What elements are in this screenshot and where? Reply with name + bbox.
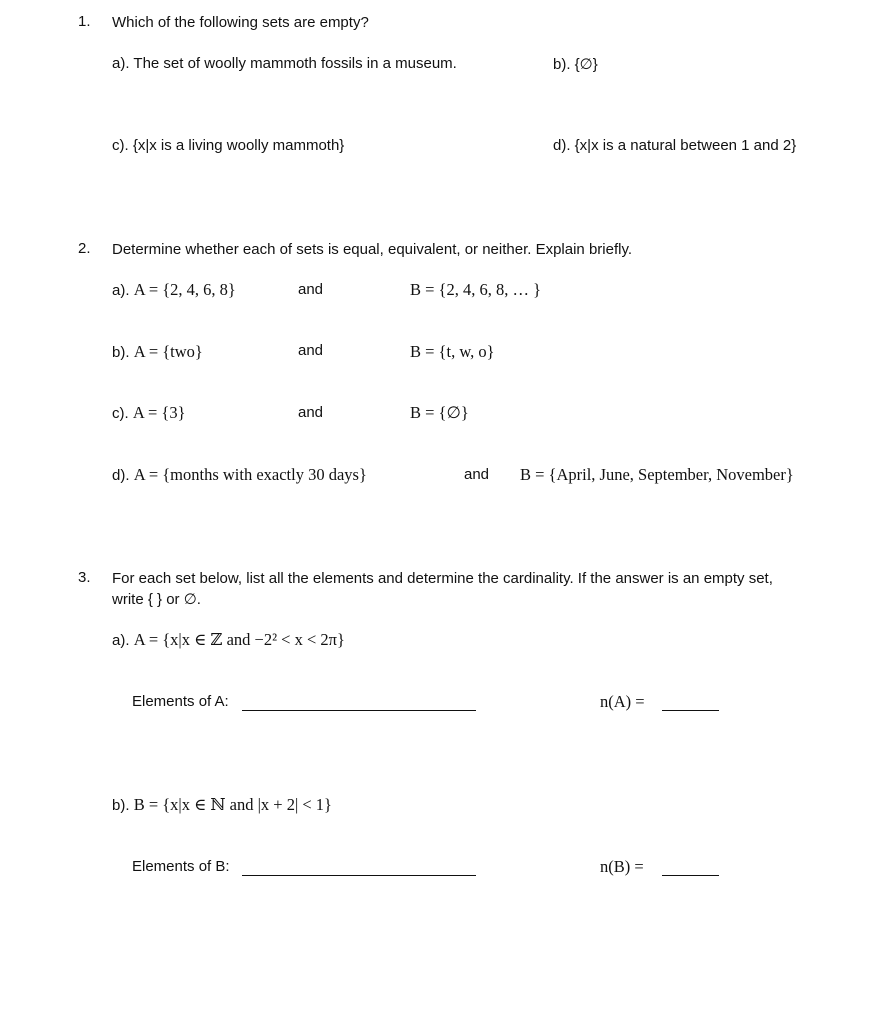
question-2c	[112, 403, 186, 423]
question-2c-and: and	[298, 404, 324, 421]
question-1-number: 1.	[78, 13, 91, 30]
question-2d-label: d).	[112, 467, 134, 484]
question-2a	[112, 280, 236, 300]
question-2a-set-b: B = {2, 4, 6, 8, … }	[410, 280, 542, 299]
question-2d-set-b: B = {April, June, September, November}	[520, 465, 794, 484]
question-1-option-b: b). {∅}	[553, 56, 598, 73]
question-2a-and: and	[298, 281, 324, 298]
question-2b-label: b).	[112, 344, 134, 361]
question-2b	[112, 342, 203, 362]
question-3b-label: b).	[112, 797, 134, 814]
question-1-option-c: c). {x|x is a living woolly mammoth}	[112, 137, 345, 154]
question-3a-cardinality-label: n(A) =	[600, 692, 645, 711]
question-1-option-a: a). The set of woolly mammoth fossils in a museum.	[112, 55, 457, 72]
question-2d-set-a: A = {months with exactly 30 days}	[133, 465, 367, 484]
question-2c-set-b: B = {∅}	[410, 403, 469, 422]
question-3b-set: B = {x|x ∈ ℕ and |x + 2| < 1}	[133, 795, 332, 814]
question-3b-cardinality-answer-line[interactable]	[662, 875, 719, 876]
question-3b-cardinality-label: n(B) =	[600, 857, 644, 876]
question-2b-and: and	[298, 342, 324, 359]
question-2-prompt: Determine whether each of sets is equal, equivalent, or neither. Explain briefly.	[112, 241, 633, 258]
question-2c-set-a: A = {3}	[132, 403, 186, 422]
question-2c-label: c).	[112, 405, 133, 422]
question-1-option-d: d). {x|x is a natural between 1 and 2}	[553, 137, 797, 154]
question-3b-elements-answer-line[interactable]	[242, 875, 476, 876]
question-3-number: 3.	[78, 569, 91, 586]
question-3-prompt-line-1: For each set below, list all the elements and determine the cardinality. If the answer is an empty set,	[112, 570, 773, 587]
question-2d-and: and	[464, 466, 490, 483]
question-3a-label: a).	[112, 632, 134, 649]
question-2d	[112, 465, 367, 485]
question-3a-cardinality-answer-line[interactable]	[662, 710, 719, 711]
question-3a-elements-label: Elements of A:	[132, 693, 229, 710]
question-2-number: 2.	[78, 240, 91, 257]
question-2a-set-a: A = {2, 4, 6, 8}	[133, 280, 236, 299]
question-2b-set-b: B = {t, w, o}	[410, 342, 495, 361]
question-1-prompt: Which of the following sets are empty?	[112, 14, 369, 31]
question-3-prompt-line-2: write { } or ∅.	[112, 591, 201, 608]
question-2a-label: a).	[112, 282, 134, 299]
question-2b-set-a: A = {two}	[133, 342, 203, 361]
question-3a	[112, 630, 345, 650]
question-3a-set: A = {x|x ∈ ℤ and −2² < x < 2π}	[133, 630, 345, 649]
question-3a-elements-answer-line[interactable]	[242, 710, 476, 711]
question-3b	[112, 795, 332, 815]
question-3b-elements-label: Elements of B:	[132, 858, 230, 875]
